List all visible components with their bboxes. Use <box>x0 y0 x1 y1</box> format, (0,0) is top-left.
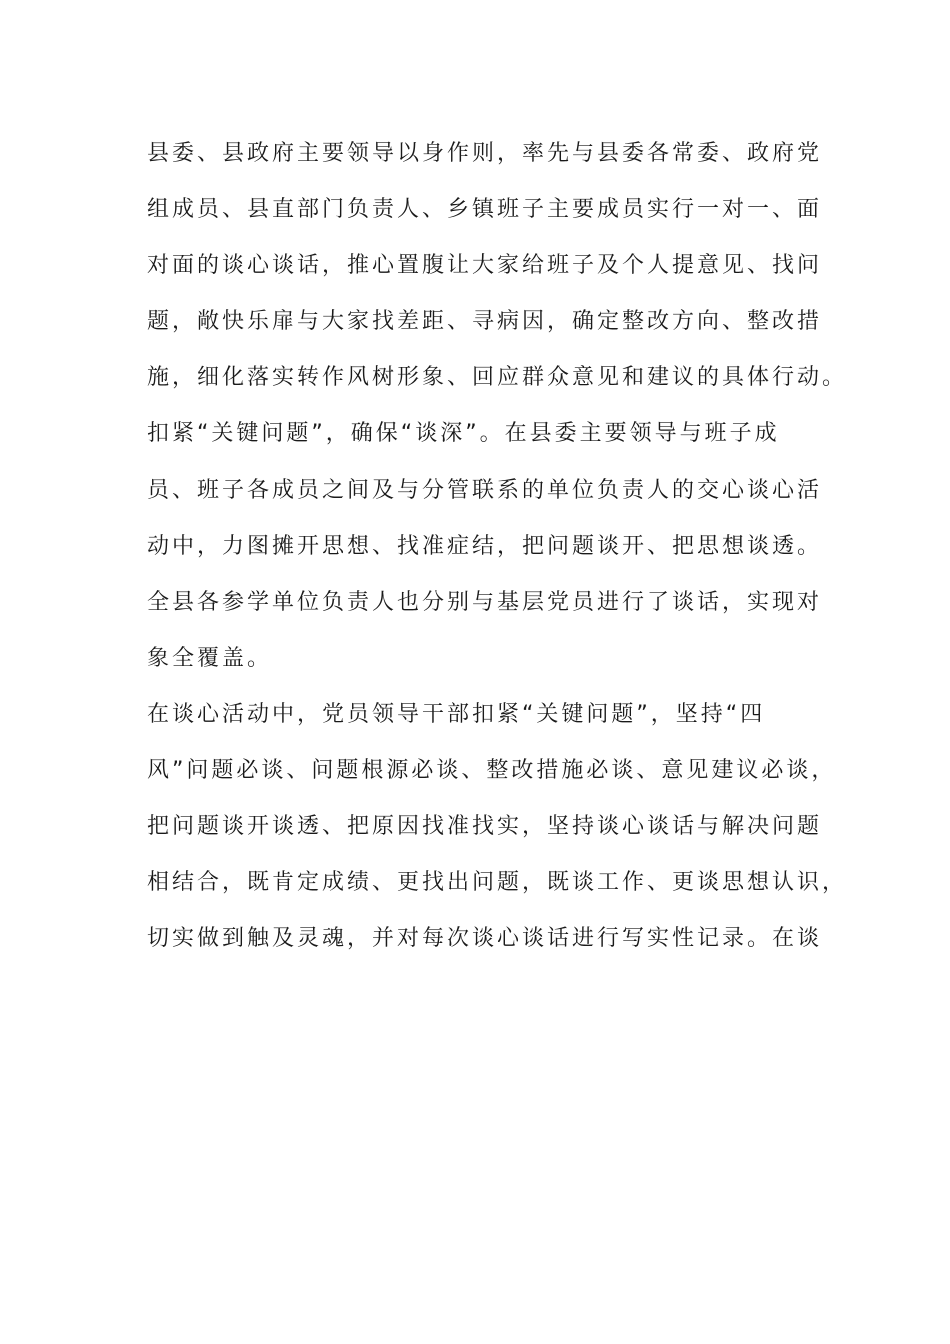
text-line: 施，细化落实转作风树形象、回应群众意见和建议的具体行动。 <box>147 365 848 391</box>
text-line: 组成员、县直部门负责人、乡镇班子主要成员实行一对一、面 <box>147 197 823 223</box>
text-line: 动中，力图摊开思想、找准症结，把问题谈开、把思想谈透。 <box>147 533 823 559</box>
text-line: 县委、县政府主要领导以身作则，率先与县委各常委、政府党 <box>147 141 823 166</box>
text-line: 题，敞快乐扉与大家找差距、寻病因，确定整改方向、整改措 <box>147 309 823 335</box>
text-line: 在谈心活动中，党员领导干部扣紧“关键问题”，坚持“四 <box>147 701 766 727</box>
document-body <box>147 132 848 973</box>
text-line: 风”问题必谈、问题根源必谈、整改措施必谈、意见建议必谈， <box>147 758 837 784</box>
text-line: 相结合，既肯定成绩、更找出问题，既谈工作、更谈思想认识， <box>147 870 848 896</box>
text-line: 把问题谈开谈透、把原因找准找实，坚持谈心谈话与解决问题 <box>147 814 823 840</box>
text-line: 象全覆盖。 <box>147 645 273 671</box>
text-line: 员、班子各成员之间及与分管联系的单位负责人的交心谈心活 <box>147 477 823 503</box>
text-line: 对面的谈心谈话，推心置腹让大家给班子及个人提意见、找问 <box>147 253 823 279</box>
text-line: 扣紧“关键问题”，确保“谈深”。在县委主要领导与班子成 <box>147 421 780 447</box>
text-line: 全县各参学单位负责人也分别与基层党员进行了谈话，实现对 <box>147 589 823 615</box>
text-line: 切实做到触及灵魂，并对每次谈心谈话进行写实性记录。在谈 <box>147 926 823 952</box>
